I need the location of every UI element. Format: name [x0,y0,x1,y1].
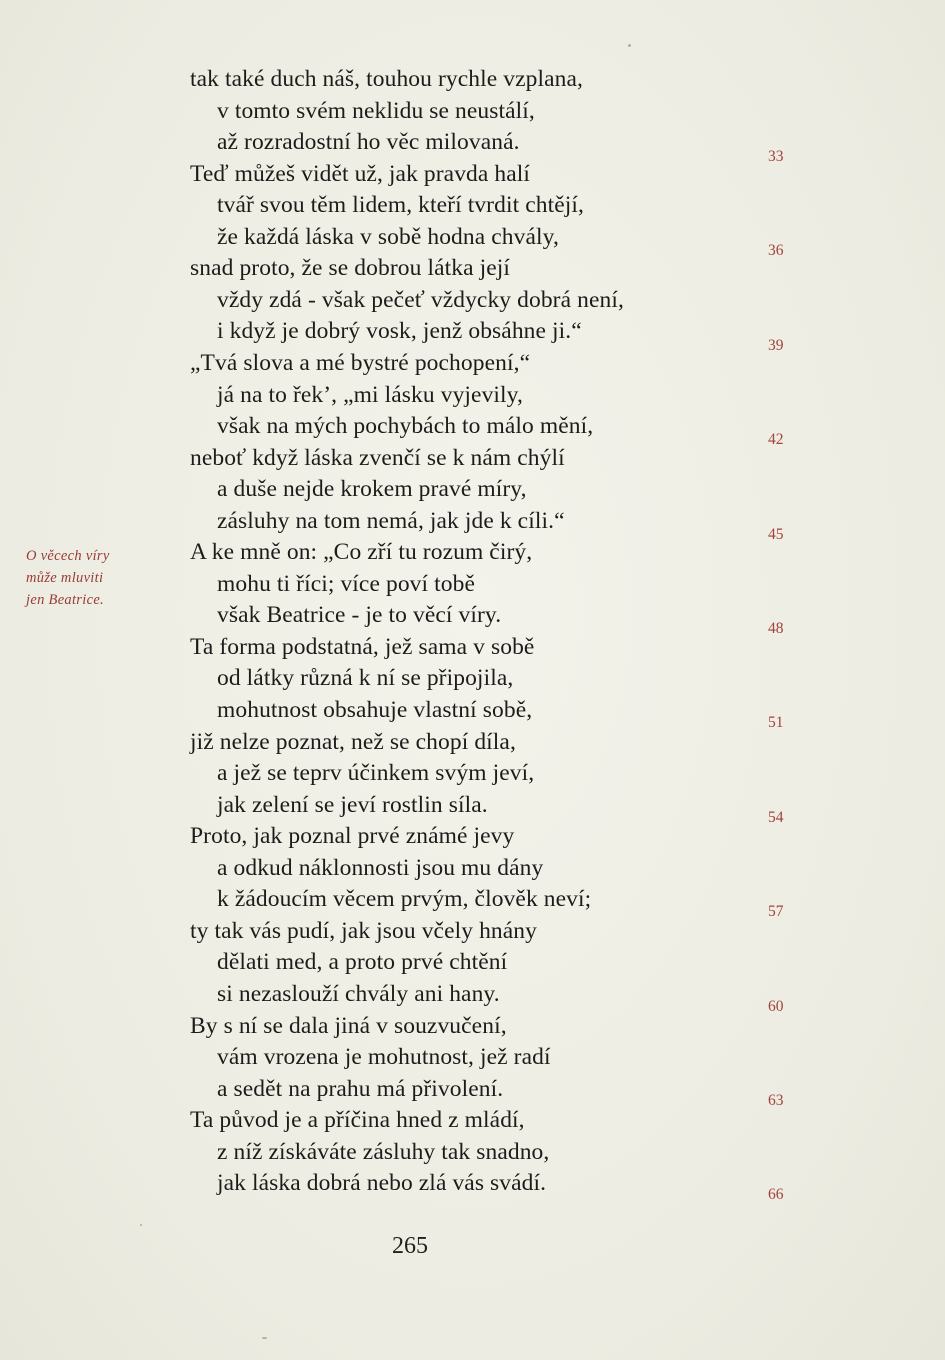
verse-line: ty tak vás pudí, jak jsou včely hnány [190,917,537,944]
verse-line: však na mých pochybách to málo mění, [217,413,594,440]
verse-line: Ta původ je a příčina hned z mládí, [190,1107,525,1134]
verse-line: a odkud náklonnosti jsou mu dány [217,854,544,881]
line-number: 63 [768,1092,784,1109]
paper-speck [262,1337,267,1339]
verse-line: zásluhy na tom nemá, jak jde k cíli.“ [217,507,565,534]
line-number: 48 [768,620,784,637]
verse-line: mohu ti říci; více poví tobě [217,570,475,597]
line-number: 33 [768,148,784,165]
verse-line: až rozradostní ho věc milovaná. [217,129,520,156]
line-number: 45 [768,525,784,543]
verse-line: já na to řek’, „mi lásku vyjevily, [217,381,523,408]
margin-gloss-line: O věcech víry [26,548,110,564]
verse-line: neboť když láska zvenčí se k nám chýlí [190,444,565,471]
verse-line: si nezaslouží chvály ani hany. [217,980,500,1007]
verse-line: že každá láska v sobě hodna chvály, [217,223,559,250]
paper-speck [140,1224,142,1226]
line-number: 66 [768,1186,784,1204]
verse-line: dělati med, a proto prvé chtění [217,949,508,976]
verse-line: jak láska dobrá nebo zlá vás svádí. [217,1170,547,1197]
verse-line: a jež se teprv účinkem svým jeví, [217,760,535,787]
verse-line: snad proto, že se dobrou látka její [190,255,511,282]
verse-line: A ke mně on: „Co zří tu rozum čirý, [190,539,533,566]
verse-line: jak zelení se jeví rostlin síla. [217,791,488,818]
verse-line: v tomto svém neklidu se neustálí, [217,97,535,124]
verse-line: vždy zdá - však pečeť vždycky dobrá není, [217,286,624,313]
line-number: 36 [768,242,784,260]
margin-gloss-line: jen Beatrice. [26,592,104,608]
line-number: 42 [768,431,784,449]
line-number: 60 [768,997,784,1015]
verse-line: k žádoucím věcem prvým, člověk neví; [217,886,592,913]
verse-line: tak také duch náš, touhou rychle vzplana, [190,66,584,92]
verse-line: z níž získáváte zásluhy tak snadno, [217,1138,550,1165]
verse-line: však Beatrice - je to věcí víry. [217,602,502,629]
verse-line: a sedět na prahu má přivolení. [217,1075,504,1102]
verse-line: Ta forma podstatná, jež sama v sobě [190,633,535,660]
verse-line: „Tvá slova a mé bystré pochopení,“ [190,349,531,376]
verse-line: i když je dobrý vosk, jenž obsáhne ji.“ [217,318,582,345]
verse-line: Teď můžeš vidět už, jak pravda halí [190,160,531,187]
line-number: 54 [768,808,784,826]
verse-line: Proto, jak poznal prvé známé jevy [190,823,515,850]
paper-speck [628,44,631,47]
page-number: 265 [392,1233,428,1259]
verse-line: od látky různá k ní se připojila, [217,665,514,692]
verse-line: tvář svou těm lidem, kteří tvrdit chtějí, [217,192,584,219]
margin-gloss-line: může mluviti [26,570,104,586]
verse-line: a duše nejde krokem pravé míry, [217,476,527,503]
verse-line: již nelze poznat, než se chopí díla, [190,728,516,755]
verse-line: vám vrozena je mohutnost, jež radí [217,1044,551,1071]
line-number: 51 [768,714,784,732]
verse-line: mohutnost obsahuje vlastní sobě, [217,697,533,723]
line-number: 57 [768,903,784,921]
line-number: 39 [768,336,784,354]
verse-line: By s ní se dala jiná v souzvučení, [190,1012,507,1039]
margin-gloss [26,545,156,611]
